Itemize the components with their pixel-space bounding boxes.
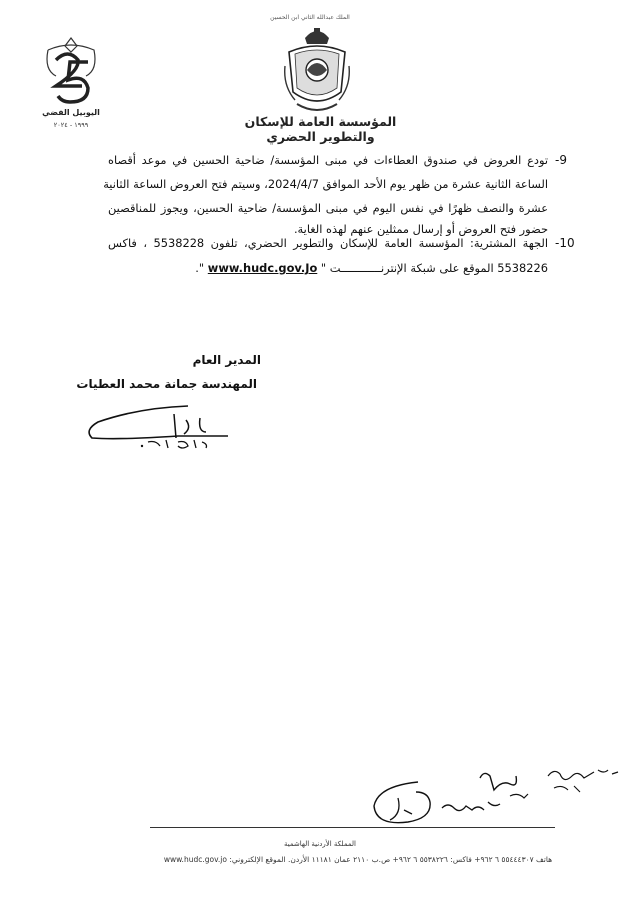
item-number-10: -10 xyxy=(555,236,575,250)
item-9-line-2: الساعة الثانية عشرة من ظهر يوم الأحد الموافق 2024/4/7، وسيتم فتح العروض الساعة الثانية xyxy=(103,177,548,191)
royal-banner: الملك عبدالله الثاني ابن الحسين xyxy=(270,14,350,21)
item-10-line-2-text: 5538226 الموقع على شبكة الإنترنــــــــــــت " xyxy=(320,261,548,275)
item-number-9: -9 xyxy=(555,153,567,167)
signatory-title: المدير العام xyxy=(192,353,261,367)
footer-divider xyxy=(150,827,555,828)
handwritten-signature xyxy=(78,402,238,450)
website-link[interactable]: www.hudc.gov.Jo xyxy=(207,261,318,275)
item-9-line-4: حضور فتح العروض أو إرسال ممثلين عنهم لهذه الغاية. xyxy=(293,222,548,236)
item-10-line-2-suffix: ". xyxy=(195,261,205,275)
footer-kingdom: المملكة الأردنية الهاشمية xyxy=(283,840,357,848)
handwritten-initials xyxy=(368,762,626,832)
silver-jubilee-25-logo xyxy=(36,36,106,116)
anniversary-text: اليوبيل الفضي xyxy=(42,108,100,117)
signatory-name: المهندسة جمانة محمد العطيات xyxy=(76,377,257,391)
anniversary-years: ١٩٩٩ - ٢٠٢٤ xyxy=(53,121,89,129)
coat-of-arms-emblem xyxy=(283,26,351,116)
item-9-line-1: تودع العروض في صندوق العطاءات في مبنى المؤسسة/ ضاحية الحسين في موعد أقصاه xyxy=(108,153,548,167)
item-10-line-1: الجهة المشترية: المؤسسة العامة للإسكان والتطوير الحضري، تلفون 5538228 ، فاكس xyxy=(108,236,548,250)
item-9-line-3: عشرة والنصف ظهرًا في نفس اليوم في مبنى المؤسسة/ ضاحية الحسين، ويجوز للمناقصين xyxy=(108,201,548,215)
footer-contact-info: هاتف ٥٥٤٤٤٣٠٧ ٦ ٩٦٢+ فاكس: ٥٥٣٨٢٢٦ ٦ ٩٦٢+ ص.ب ٢١١٠ عمان ١١١٨١ الأردن. الموقع الإلكتروني: www.hudc.gov.jo xyxy=(163,855,553,864)
item-10-line-2 xyxy=(108,261,548,275)
organization-name: المؤسسة العامة للإسكان والتطوير الحضري xyxy=(244,114,397,144)
